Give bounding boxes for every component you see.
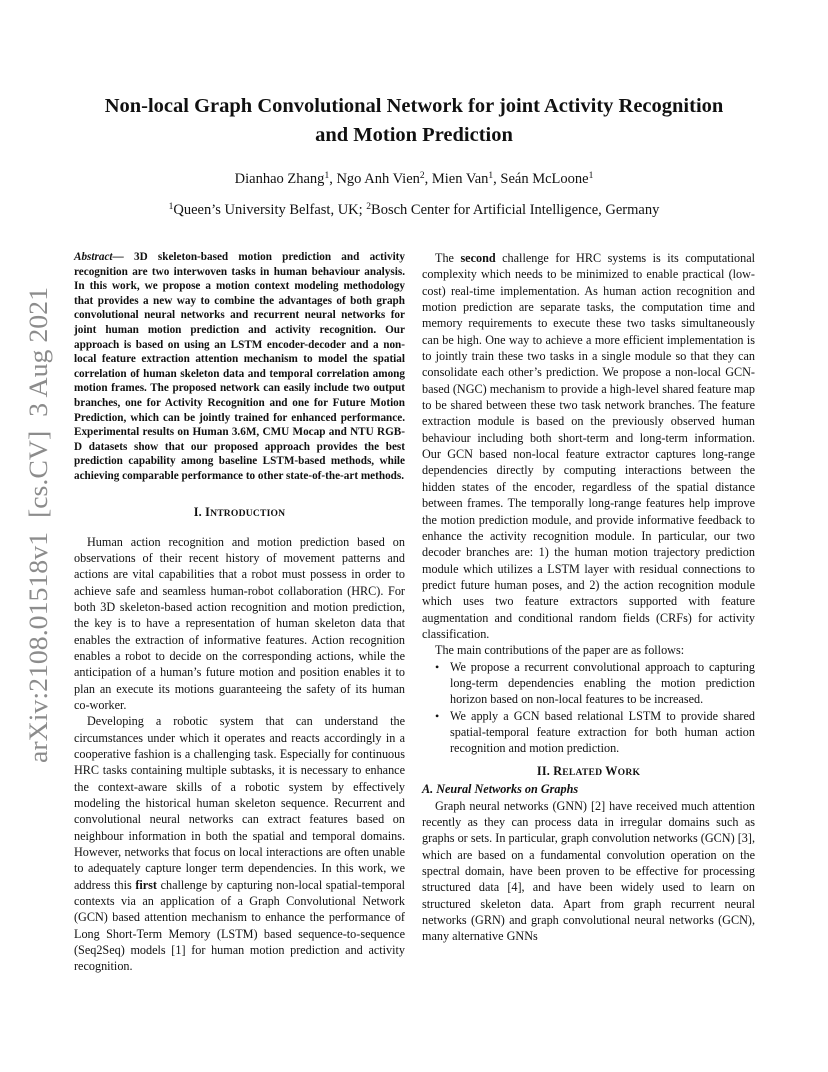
contribution-text: We propose a recurrent convolutional approach to capturing long-term dependencies enabling the motion prediction horizon based on non-local features to be increased.	[450, 659, 755, 707]
intro-paragraph-3-part-a: The	[435, 251, 461, 265]
abstract	[74, 250, 405, 484]
intro-paragraph-2	[74, 713, 405, 975]
intro-paragraph-2-part-a: Developing a robotic system that can understand the circumstances under which it operates and reacts accordingly in a cooperative fashion is a challenging task. Especially for continuous HRC tasks containing multiple subtasks, it is necessary to enhance the context-aware skills of a robotic system by effectively modeling the historical human skeleton sequence. Recurrent and convolutional neural networks can extract features based on neighbour information in both the spatial and temporal domains. However, networks that focus on local interactions are often unable to adequately capture longer term dependencies. In this work, we address this	[74, 714, 405, 892]
author-name: Seán McLoone	[500, 171, 589, 187]
subsection-heading: A. Neural Networks on Graphs	[422, 781, 579, 796]
intro-paragraph-2-part-b: challenge by capturing non-local spatial-temporal contexts via an application of a Graph Convolutional Network (GCN) based attention mechanism to enhance the performance of Long Short-Term Memory (LSTM) based sequence-to-sequence (Seq2Seq) models [1] for human motion prediction and activity recognition.	[74, 877, 405, 974]
author-name: Mien Van	[431, 171, 489, 187]
section-heading-related-work: II. RELATED WORK	[536, 763, 641, 778]
section-heading-introduction: I. INTRODUCTION	[193, 504, 286, 519]
contributions-list	[422, 659, 755, 757]
intro-paragraph-1: Human action recognition and motion prediction based on observations of their recent history of movement patterns and actions are vital capabilities that a robot must possess in order to achieve safe and seamless human-robot collaboration (HRC). For both 3D skeleton-based action recognition and motion prediction, the key is to have a representation of human skeleton data that enables the extraction of informative features. Action recognition enables a robot to decide on the corresponding actions, while the anticipation of a human’s future motion and position enables it to plan an execute its motions guaranteeing the safety of its human co-worker.	[74, 534, 405, 712]
contribution-text: We apply a GCN based relational LSTM to provide shared spatial-temporal feature extraction for both human action recognition and motion prediction.	[450, 708, 755, 756]
affiliation-mark: 2	[366, 202, 372, 212]
author-name: Dianhao Zhang	[234, 171, 325, 187]
left-column	[74, 250, 405, 975]
intro-paragraph-3	[422, 250, 755, 642]
paper-title-line-1: Non-local Graph Convolutional Network for joint Activity Recognition	[104, 95, 724, 117]
arxiv-identifier-text: arXiv:2108.01518v1 [cs.CV] 3 Aug 2021	[24, 318, 53, 763]
related-work-paragraph-1: Graph neural networks (GNN) [2] have received much attention recently as they can process data in irregular domains such as graphs or sets. In particular, graph convolution networks (GCN) [3], which are based on a fundamental convolution operation on the spectral domain, have been proven to be effective for processing structured data [4], and have been widely used to learn on structured skeleton data. Apart from graph recurrent neural networks (GRN) and graph convolutional neural networks (GCN), many alternative GNNs	[422, 798, 755, 944]
author-affiliation-mark: 1	[588, 171, 594, 181]
intro-paragraph-2-emphasis: first	[135, 877, 157, 892]
arxiv-identifier-stamp	[20, 285, 56, 765]
author-affiliation-mark: 1	[488, 171, 494, 181]
affiliation-mark: 1	[168, 202, 174, 212]
bullet-icon: •	[435, 708, 440, 723]
bullet-icon: •	[435, 659, 440, 674]
right-column	[422, 250, 755, 945]
arxiv-identifier-svg	[20, 285, 56, 765]
affiliation-text: Queen’s University Belfast, UK;	[173, 202, 367, 218]
abstract-label: Abstract	[74, 251, 113, 263]
intro-paragraph-3-emphasis: second	[460, 251, 496, 265]
author-affiliation-mark: 1	[324, 171, 330, 181]
paper-title-line-2: and Motion Prediction	[315, 124, 513, 146]
author-list: Dianhao Zhang$^1$, Ngo Anh Vien$^2$, Mien Van$^1$, Seán McLoone$^1$	[234, 171, 594, 187]
contribution-item	[435, 708, 755, 757]
intro-paragraph-4: The main contributions of the paper are as follows:	[435, 643, 685, 658]
affiliations	[60, 202, 768, 219]
author-affiliation-mark: 2	[419, 171, 425, 181]
abstract-text: — 3D skeleton-based motion prediction and activity recognition are two interwoven tasks in human behaviour analysis. In this work, we propose a motion context modeling methodology that provides a new way to combine the advantages of both graph convolutional neural networks and recurrent neural networks for joint human motion prediction and activity recognition. Our approach is based on using an LSTM encoder-decoder and a non-local feature extraction attention mechanism to model the spatial correlation of human skeleton data and temporal correlation among motion frames. The proposed network can easily include two output branches, one for Activity Recognition and one for Future Motion Prediction, which can be jointly trained for enhanced performance. Experimental results on Human 3.6M, CMU Mocap and NTU RGB-D datasets show that our proposed approach provides the best prediction capability among baseline LSTM-based methods, while achieving comparable performance to other state-of-the-art methods.	[74, 251, 405, 482]
contribution-item	[435, 659, 755, 708]
author-name: Ngo Anh Vien	[336, 171, 420, 187]
paper-title	[60, 92, 768, 150]
intro-paragraph-3-part-b: challenge for HRC systems is its computational complexity which needs to be minimized to enable practical (low-cost) real-time implementation. As human action recognition and motion prediction are separate tasks, the computation time and memory requirements to execute these two tasks simultaneously can be high. One way to achieve a more efficient implementation is to jointly train these two tasks in a single module so that they can consolidate each other’s prediction. We propose a non-local GCN-based (NGC) mechanism to provide a high-level shared feature map to be shared between these two task network branches. The feature extraction module is based on the previously observed human behaviour including both short-term and long-term information. Our GCN based non-local feature extractor captures long-range dependencies directly by computing interactions between the hidden states of the encoder, regardless of the spatial distance between frames. The temporally long-range features help improve the motion prediction module, and provide informative feedback to enhance the activity recognition module. In particular, our two decoder branches are: 1) the human motion trajectory prediction module which utilizes a LSTM layer with residual connections to predict future human poses, and 2) the action recognition module which uses two feature extractors supported with feature augmentation and conditional random fields (CRFs) for activity classification.	[422, 251, 755, 641]
affiliation-text: Bosch Center for Artificial Intelligence, Germany	[371, 202, 660, 218]
